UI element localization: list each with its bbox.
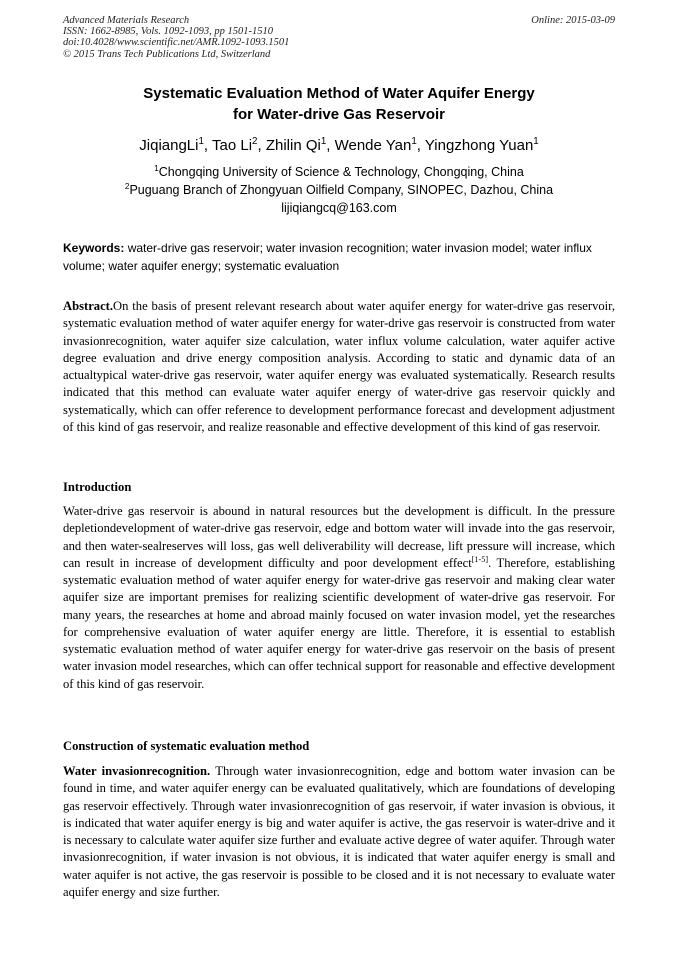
author-list: [63, 137, 615, 155]
section-heading-construction: Construction of systematic evaluation method: [63, 739, 310, 753]
section-heading-introduction: Introduction: [63, 480, 132, 494]
author-separator: ,: [203, 137, 212, 154]
paper-title: [63, 83, 615, 125]
author-name: Yingzhong Yuan: [424, 137, 534, 154]
affiliation-text: Puguang Branch of Zhongyuan Oilfield Company, SINOPEC, Dazhou, China: [129, 183, 554, 197]
journal-issn: ISSN: 1662-8985, Vols. 1092-1093, pp 1501-1510: [63, 26, 273, 38]
author-name: Zhilin Qi: [265, 137, 321, 154]
corresponding-email[interactable]: lijiqiangcq@163.com: [281, 201, 397, 215]
journal-copyright: © 2015 Trans Tech Publications Ltd, Switzerland: [63, 48, 271, 60]
journal-header: [63, 15, 615, 60]
affiliation-mark: 1: [154, 163, 159, 173]
author-separator: ,: [257, 137, 266, 154]
abstract: [63, 298, 615, 436]
author-affil-mark: 1: [198, 136, 204, 147]
author-separator: ,: [416, 137, 425, 154]
keywords-text: water-drive gas reservoir; water invasion recognition; water invasion model; water influx volume; water aquifer energy; systematic evaluation: [63, 241, 592, 273]
introduction-paragraph: [63, 503, 615, 693]
keywords-label: Keywords:: [63, 241, 125, 255]
title-line-1: Systematic Evaluation Method of Water Aquifer Energy: [143, 85, 535, 102]
water-invasion-paragraph: [63, 763, 615, 901]
intro-text-part-1: Water-drive gas reservoir is abound in natural resources but the development is difficult. In the pressure depletiondevelopment of water-drive gas reservoir, edge and bottom water will invade into the gas reservoir, and then water-sealreserves will loss, gas well deliverability will decrease, lift pressure will increase, which can result in increase of development difficulty and poor development effect: [63, 504, 615, 570]
intro-text-part-2: . Therefore, establishing systematic evaluation method of water aquifer energy for water-drive gas reservoir and making clear water aquifer size are important premises for realizing scientific development of water-drive gas reservoir. For many years, the researches at home and abroad mainly focused on water invasion model, yet the researches for comprehensive evaluation of water aquifer energy are little. Therefore, it is essential to establish systematic evaluation method of water aquifer energy for water-drive gas reservoir on the basis of present water invasion model researches, which can offer technical support for reasonable and effective development of this kind of gas reservoir.: [63, 555, 616, 691]
author-affil-mark: 2: [252, 136, 258, 147]
affiliation-text: Chongqing University of Science & Technology, Chongqing, China: [158, 165, 524, 179]
abstract-text: On the basis of present relevant research about water aquifer energy for water-drive gas reservoir, systematic evaluation method of water aquifer energy for water-drive gas reservoir is constructed from water invasionrecognition, water aquifer size calculation, water influx volume calculation, water aquifer active degree evaluation and drive energy composition analysis. According to static and dynamic data of an actualtypical water-drive gas reservoir, water aquifer energy was evaluated systematically. Research results indicated that this method can evaluate water aquifer energy of water-drive gas reservoir quickly and systematically, which can offer reference to development performance forecast and development adjustment of this kind of gas reservoir, and realize reasonable and effective development of this kind of gas reservoir.: [63, 299, 615, 434]
journal-name: Advanced Materials Research: [63, 15, 190, 26]
subsection-label: Water invasionrecognition.: [63, 764, 211, 778]
journal-doi[interactable]: doi:10.4028/www.scientific.net/AMR.1092-1093.1501: [63, 37, 290, 49]
keywords: [63, 239, 615, 275]
affiliation-mark: 2: [124, 181, 130, 191]
author-separator: ,: [326, 137, 335, 154]
author-name: Tao Li: [212, 137, 253, 154]
author-affil-mark: 1: [533, 136, 539, 147]
author-affil-mark: 1: [411, 136, 417, 147]
water-invasion-text: Through water invasionrecognition, edge and bottom water invasion can be found in time, and water aquifer energy can be evaluated qualitatively, which are foundations of developing gas reservoir effectively. Through water invasionrecognition of gas reservoir, if water invasion is obvious, it is indicated that water aquifer energy is big and water aquifer is active, the gas reservoir is water-drive and it is necessary to calculate water aquifer size further and evaluate active degree of water aquifer. Through water invasionrecognition, if water invasion is not obvious, it is indicated that water aquifer energy is small and water aquifer is not active, the gas reservoir is possible to be closed and it is not necessary to evaluate water aquifer energy and size further.: [63, 764, 616, 899]
affiliation-1: [63, 164, 615, 180]
author-name: JiqiangLi: [139, 137, 199, 154]
author-affil-mark: 1: [320, 136, 327, 147]
title-line-2: for Water-drive Gas Reservoir: [232, 106, 446, 123]
author-name: Wende Yan: [334, 137, 412, 154]
online-date: Online: 2015-03-09: [531, 15, 615, 26]
citation-ref[interactable]: [1-5]: [471, 554, 489, 564]
abstract-label: Abstract.: [63, 299, 114, 313]
affiliation-2: [63, 182, 615, 198]
